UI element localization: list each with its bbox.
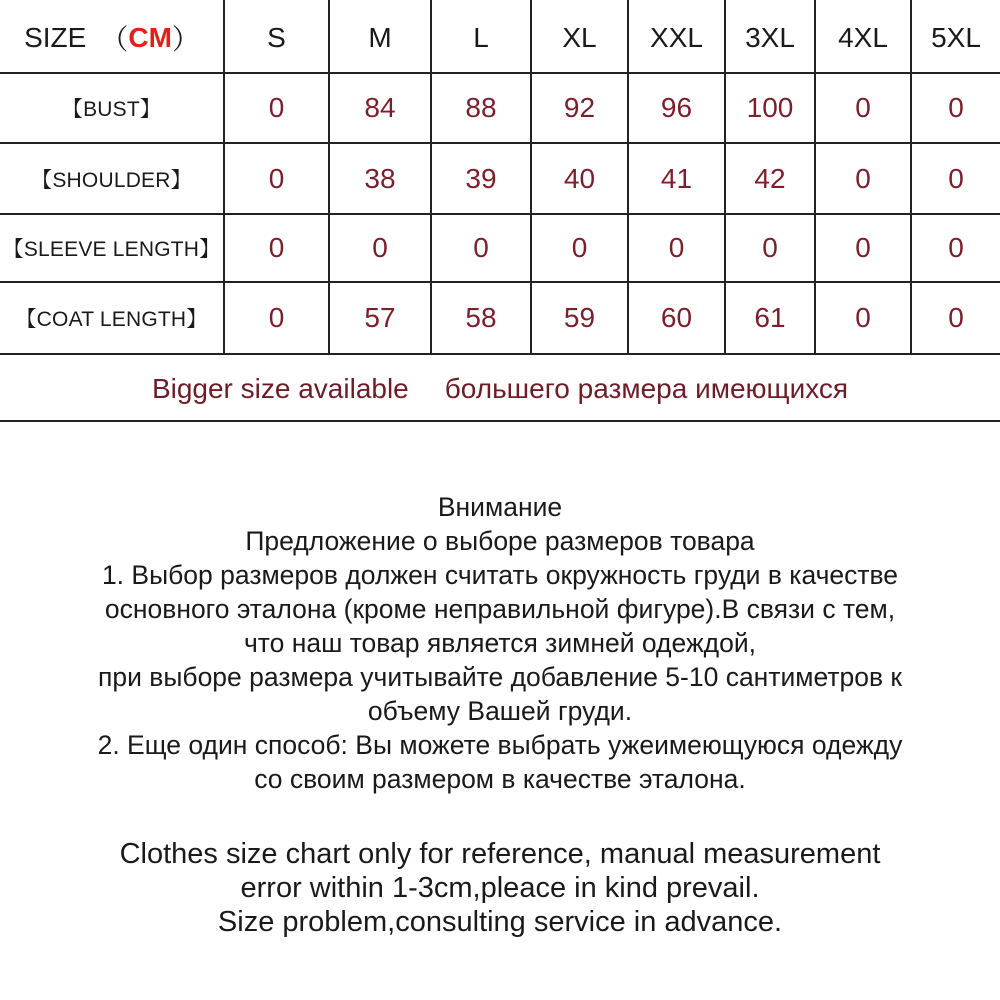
table-cell: 39 bbox=[465, 162, 497, 194]
bigger-size-note-en: Bigger size available bbox=[151, 373, 409, 404]
table-cell: 0 bbox=[268, 232, 285, 263]
size-header: 4XL bbox=[838, 22, 888, 53]
attention-line: основного эталона (кроме неправильной фигуре).В связи с тем, bbox=[104, 594, 896, 624]
unit-open-paren: （ bbox=[100, 24, 129, 55]
table-cell: 58 bbox=[465, 302, 497, 333]
table-cell: 59 bbox=[563, 302, 596, 333]
table-cell: 0 bbox=[948, 232, 964, 263]
row-label-sleeve-length: 【SLEEVE LENGTH】 bbox=[2, 238, 221, 261]
size-header: 3XL bbox=[745, 22, 795, 53]
unit-label: CM bbox=[128, 22, 172, 53]
disclaimer-line: Clothes size chart only for reference, manual measurement bbox=[119, 838, 881, 870]
table-cell: 38 bbox=[364, 162, 396, 194]
bigger-size-note-ru: большего размера имеющихся bbox=[444, 373, 849, 404]
size-header: 5XL bbox=[931, 22, 981, 53]
table-cell: 0 bbox=[855, 302, 871, 333]
size-header: XL bbox=[562, 22, 597, 53]
table-cell: 61 bbox=[754, 302, 786, 333]
table-cell: 0 bbox=[948, 92, 964, 123]
row-label-shoulder: 【SHOULDER】 bbox=[31, 168, 192, 192]
table-cell: 84 bbox=[364, 92, 396, 123]
bigger-size-note bbox=[0, 356, 1000, 422]
table-cell: 42 bbox=[754, 162, 786, 194]
table-cell: 0 bbox=[268, 92, 285, 123]
table-cell: 60 bbox=[660, 302, 693, 333]
table-cell: 0 bbox=[762, 232, 778, 263]
table-cell: 0 bbox=[948, 162, 964, 194]
table-cell: 0 bbox=[668, 232, 685, 263]
table-cell: 0 bbox=[372, 232, 388, 263]
table-cell: 100 bbox=[746, 92, 794, 123]
table-cell: 0 bbox=[571, 232, 588, 263]
size-header: XXL bbox=[650, 22, 703, 53]
disclaimer-line: Size problem,consulting service in advance. bbox=[217, 906, 783, 938]
table-cell: 40 bbox=[563, 162, 596, 194]
size-header: S bbox=[267, 22, 286, 53]
table-cell: 0 bbox=[948, 302, 964, 333]
size-header: L bbox=[473, 22, 489, 53]
disclaimer-block bbox=[0, 837, 1000, 939]
table-cell: 92 bbox=[563, 92, 596, 123]
table-rule bbox=[0, 353, 1000, 355]
attention-line: что наш товар является зимней одеждой, bbox=[243, 628, 757, 658]
attention-block bbox=[0, 490, 1000, 796]
table-cell: 0 bbox=[268, 302, 285, 333]
attention-line: со своим размером в качестве эталона. bbox=[254, 764, 746, 794]
attention-line: при выборе размера учитывайте добавление 5-10 сантиметров к bbox=[98, 662, 902, 692]
attention-line: 2. Еще один способ: Вы можете выбрать ужеимеющуюся одежду bbox=[97, 730, 903, 760]
row-label-coat-length: 【COAT LENGTH】 bbox=[15, 308, 208, 331]
table-cell: 0 bbox=[268, 162, 285, 194]
size-unit-header bbox=[0, 2, 224, 74]
unit-close-paren: ） bbox=[171, 24, 200, 55]
table-cell: 0 bbox=[855, 162, 871, 194]
table-cell: 96 bbox=[660, 92, 693, 123]
size-header: M bbox=[368, 22, 392, 53]
table-cell: 0 bbox=[855, 92, 871, 123]
table-cell: 88 bbox=[465, 92, 497, 123]
size-header-label: SIZE bbox=[24, 22, 87, 53]
table-cell: 41 bbox=[660, 162, 693, 194]
row-label-bust: 【BUST】 bbox=[61, 98, 162, 121]
table-cell: 0 bbox=[473, 232, 489, 263]
attention-line: объему Вашей груди. bbox=[367, 696, 633, 726]
attention-title: Внимание bbox=[437, 492, 563, 522]
attention-line: 1. Выбор размеров должен считать окружность груди в качестве bbox=[101, 560, 899, 590]
attention-line: Предложение о выборе размеров товара bbox=[245, 526, 755, 556]
size-table bbox=[0, 0, 1000, 422]
table-cell: 57 bbox=[364, 302, 396, 333]
disclaimer-line: error within 1-3cm,pleace in kind prevail. bbox=[240, 872, 760, 904]
table-cell: 0 bbox=[855, 232, 871, 263]
